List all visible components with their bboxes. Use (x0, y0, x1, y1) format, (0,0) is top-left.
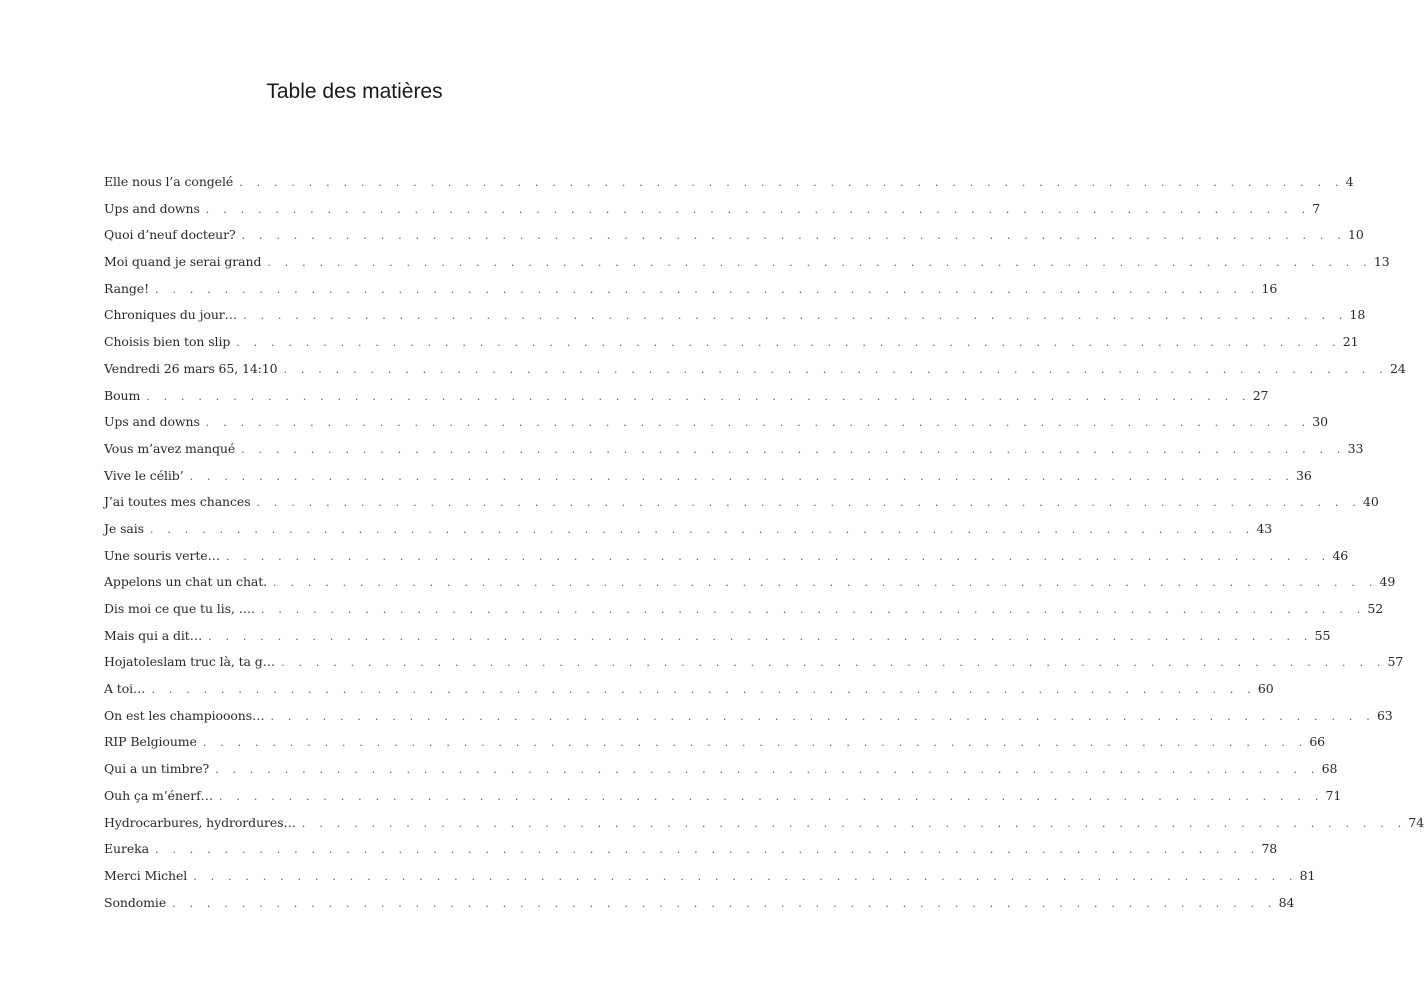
toc-entry-page: 52 (1367, 601, 1384, 616)
toc-entry[interactable] (104, 707, 1393, 735)
dot-leader: . . . . . . . . . . . . . . . . . . . . . . . . . . . . . . . . . . . . . . . . . . . . . . . . . . . . . . . . . . . . . . . . (225, 549, 1331, 563)
toc-entry-page: 84 (1278, 894, 1295, 910)
toc-entry-title: A toi… (104, 681, 146, 697)
dot-leader: . . . . . . . . . . . . . . . . . . . . . . . . . . . . . . . . . . . . . . . . . . . . . . . . . . . . . . . . . . . . . . . . (241, 229, 1347, 243)
toc-entry-page: 60 (1257, 681, 1274, 697)
toc-entry-title: Hojatoleslam truc là, ta g… (104, 654, 276, 670)
toc-entry[interactable] (104, 227, 1364, 254)
toc-entry-page: 10 (1348, 227, 1364, 243)
dot-leader: . . . . . . . . . . . . . . . . . . . . . . . . . . . . . . . . . . . . . . . . . . . . . . . . . . . . . . . . . . . . . . . . (273, 576, 1378, 590)
toc-entry-title: Quoi d’neuf docteur? (104, 227, 236, 243)
dot-leader: . . . . . . . . . . . . . . . . . . . . . . . . . . . . . . . . . . . . . . . . . . . . . . . . . . . . . . . . . . . . . . . . (239, 176, 1344, 189)
toc-entry[interactable] (104, 440, 1364, 468)
toc-entry-title: J’ai toutes mes chances (104, 494, 251, 510)
dot-leader: . . . . . . . . . . . . . . . . . . . . . . . . . . . . . . . . . . . . . . . . . . . . . . . . . . . . . . . . . . . . . . . . (256, 496, 1361, 510)
dot-leader: . . . . . . . . . . . . . . . . . . . . . . . . . . . . . . . . . . . . . . . . . . . . . . . . . . . . . . . . . . . . . . . . (149, 522, 1255, 536)
toc-entry-title: Moi quand je serai grand (104, 254, 262, 270)
toc-entry-title: Une souris verte… (104, 547, 220, 563)
toc-entry-page: 78 (1261, 841, 1278, 857)
toc-entry-page: 63 (1376, 707, 1393, 723)
toc-entry[interactable] (104, 494, 1379, 521)
toc-entry-title: Eureka (104, 841, 149, 857)
dot-leader: . . . . . . . . . . . . . . . . . . . . . . . . . . . . . . . . . . . . . . . . . . . . . . . . . . . . . . . . . . . . . . . . (281, 656, 1386, 670)
toc-entry-title: Merci Michel (104, 867, 188, 883)
toc-entry-page: 66 (1309, 734, 1326, 750)
toc-entry[interactable] (104, 280, 1278, 308)
toc-entry[interactable] (104, 894, 1295, 922)
toc-entry-title: Chroniques du jour… (104, 307, 238, 323)
dot-leader: . . . . . . . . . . . . . . . . . . . . . . . . . . . . . . . . . . . . . . . . . . . . . . . . . . . . . . . . . . . . . . . . (219, 789, 1324, 803)
toc-entry[interactable] (104, 814, 1424, 842)
toc-entry[interactable] (104, 787, 1342, 815)
toc-entry-title: Mais qui a dit… (104, 627, 203, 643)
toc-entry-page: 21 (1342, 334, 1359, 350)
toc-entry-title: Qui a un timbre? (104, 761, 210, 777)
toc-entry-title: Appelons un chat un chat. (104, 574, 268, 590)
toc-entry[interactable] (104, 467, 1312, 495)
toc-entry-page: 30 (1312, 414, 1328, 430)
toc-entry-page: 24 (1389, 360, 1406, 376)
toc-entry-page: 74 (1408, 814, 1424, 830)
dot-leader: . . . . . . . . . . . . . . . . . . . . . . . . . . . . . . . . . . . . . . . . . . . . . . . . . . . . . . . . . . . . . . . . (189, 469, 1295, 483)
toc-entry-title: RIP Belgioume (104, 734, 197, 750)
toc-entry-page: 27 (1252, 387, 1269, 403)
dot-leader: . . . . . . . . . . . . . . . . . . . . . . . . . . . . . . . . . . . . . . . . . . . . . . . . . . . . . . . . . . . . . . . . (283, 362, 1388, 376)
dot-leader: . . . . . . . . . . . . . . . . . . . . . . . . . . . . . . . . . . . . . . . . . . . . . . . . . . . . . . . . . . . . . . . . (205, 202, 1311, 216)
toc-entry-title: Elle nous l’a congelé (104, 174, 234, 189)
toc-entry-page: 33 (1347, 440, 1364, 456)
toc-entry-page: 57 (1387, 654, 1404, 670)
dot-leader: . . . . . . . . . . . . . . . . . . . . . . . . . . . . . . . . . . . . . . . . . . . . . . . . . . . . . . . . . . . . . . . . (208, 629, 1313, 643)
dot-leader: . . . . . . . . . . . . . . . . . . . . . . . . . . . . . . . . . . . . . . . . . . . . . . . . . . . . . . . . . . . . . . . . (172, 896, 1277, 910)
toc-entry[interactable] (104, 547, 1349, 575)
toc-entry[interactable] (104, 734, 1326, 761)
page-title: Table des matières (266, 80, 443, 103)
dot-leader: . . . . . . . . . . . . . . . . . . . . . . . . . . . . . . . . . . . . . . . . . . . . . . . . . . . . . . . . . . . . . . . . (202, 736, 1308, 750)
dot-leader: . . . . . . . . . . . . . . . . . . . . . . . . . . . . . . . . . . . . . . . . . . . . . . . . . . . . . . . . . . . . . . . . (260, 603, 1366, 616)
toc-entry-page: 13 (1373, 254, 1390, 270)
dot-leader: . . . . . . . . . . . . . . . . . . . . . . . . . . . . . . . . . . . . . . . . . . . . . . . . . . . . . . . . . . . . . . . . (241, 442, 1346, 456)
toc-entry-page: 49 (1379, 574, 1396, 590)
toc-entry-title: Choisis bien ton slip (104, 334, 231, 350)
toc-entry[interactable] (104, 334, 1359, 361)
dot-leader: . . . . . . . . . . . . . . . . . . . . . . . . . . . . . . . . . . . . . . . . . . . . . . . . . . . . . . . . . . . . . . . . (243, 309, 1348, 323)
toc-entry-page: 7 (1312, 200, 1321, 216)
dot-leader: . . . . . . . . . . . . . . . . . . . . . . . . . . . . . . . . . . . . . . . . . . . . . . . . . . . . . . . . . . . . . . . . (205, 416, 1311, 430)
toc-entry-title: Dis moi ce que tu lis, …. (104, 601, 255, 616)
toc-entry-title: Je sais (104, 520, 144, 536)
toc-entry-title: Boum (104, 387, 141, 403)
dot-leader: . . . . . . . . . . . . . . . . . . . . . . . . . . . . . . . . . . . . . . . . . . . . . . . . . . . . . . . . . . . . . . . . (193, 869, 1298, 883)
toc-entry-title: Hydrocarbures, hydrordures… (104, 814, 296, 830)
toc-entry[interactable] (104, 414, 1328, 441)
toc-entry[interactable] (104, 307, 1366, 334)
toc-entry-page: 68 (1321, 761, 1338, 777)
toc-entry[interactable] (104, 360, 1406, 388)
toc-entry[interactable] (104, 761, 1338, 788)
toc-entry-page: 40 (1363, 494, 1379, 510)
dot-leader: . . . . . . . . . . . . . . . . . . . . . . . . . . . . . . . . . . . . . . . . . . . . . . . . . . . . . . . . . . . . . . . . (236, 336, 1341, 350)
toc-entry-page: 81 (1299, 867, 1316, 883)
toc-entry-title: Ups and downs (104, 200, 200, 216)
toc-entry[interactable] (104, 867, 1316, 895)
toc-entry-title: Range! (104, 280, 150, 296)
toc-entry-title: Sondomie (104, 894, 167, 910)
toc-entry-page: 16 (1261, 280, 1278, 296)
toc-entry[interactable] (104, 627, 1331, 655)
dot-leader: . . . . . . . . . . . . . . . . . . . . . . . . . . . . . . . . . . . . . . . . . . . . . . . . . . . . . . . . . . . . . . . . (146, 389, 1251, 403)
toc-entry[interactable] (104, 601, 1384, 628)
toc-entry-title: On est les champiooons… (104, 707, 265, 723)
dot-leader: . . . . . . . . . . . . . . . . . . . . . . . . . . . . . . . . . . . . . . . . . . . . . . . . . . . . . . . . . . . . . . . . (154, 843, 1260, 857)
toc-entry[interactable] (104, 254, 1390, 281)
toc-entry[interactable] (104, 387, 1269, 415)
toc-entry[interactable] (104, 200, 1321, 228)
toc-entry[interactable] (104, 681, 1274, 708)
dot-leader: . . . . . . . . . . . . . . . . . . . . . . . . . . . . . . . . . . . . . . . . . . . . . . . . . . . . . . . . . . . . . . . . (155, 282, 1260, 296)
toc-entry-title: Vous m’avez manqué (104, 440, 236, 456)
toc-entry[interactable] (104, 574, 1396, 601)
dot-leader: . . . . . . . . . . . . . . . . . . . . . . . . . . . . . . . . . . . . . . . . . . . . . . . . . . . . . . . . . . . . . . . . (151, 683, 1256, 697)
dot-leader: . . . . . . . . . . . . . . . . . . . . . . . . . . . . . . . . . . . . . . . . . . . . . . . . . . . . . . . . . . . . . . . . (301, 816, 1407, 830)
toc-entry-page: 4 (1345, 174, 1354, 189)
toc-entry-page: 18 (1349, 307, 1366, 323)
table-of-contents (104, 174, 1424, 921)
toc-entry-page: 36 (1296, 467, 1312, 483)
toc-entry-page: 55 (1314, 627, 1331, 643)
dot-leader: . . . . . . . . . . . . . . . . . . . . . . . . . . . . . . . . . . . . . . . . . . . . . . . . . . . . . . . . . . . . . . . . (270, 709, 1375, 723)
dot-leader: . . . . . . . . . . . . . . . . . . . . . . . . . . . . . . . . . . . . . . . . . . . . . . . . . . . . . . . . . . . . . . . . (267, 256, 1372, 270)
toc-entry-title: Vendredi 26 mars 65, 14:10 (104, 360, 278, 376)
toc-entry-page: 46 (1332, 547, 1349, 563)
toc-entry-page: 71 (1325, 787, 1342, 803)
toc-entry-title: Vive le célib’ (104, 467, 184, 483)
dot-leader: . . . . . . . . . . . . . . . . . . . . . . . . . . . . . . . . . . . . . . . . . . . . . . . . . . . . . . . . . . . . . . . . (215, 763, 1320, 777)
toc-entry-title: Ouh ça m’énerf… (104, 787, 214, 803)
toc-entry[interactable] (104, 841, 1278, 868)
toc-entry[interactable] (104, 520, 1273, 548)
toc-entry-title: Ups and downs (104, 414, 200, 430)
toc-entry[interactable] (104, 654, 1404, 681)
toc-entry[interactable] (104, 174, 1354, 201)
toc-entry-page: 43 (1256, 520, 1273, 536)
